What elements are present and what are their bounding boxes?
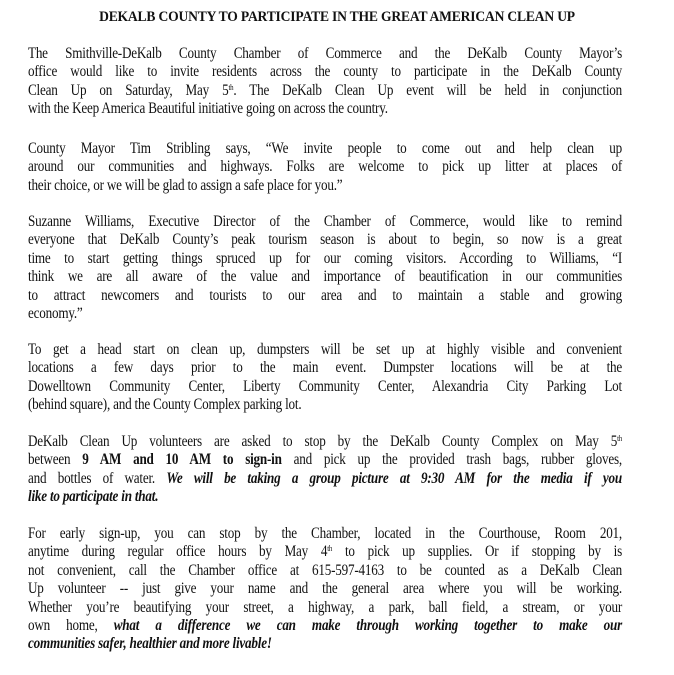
ordinal-suffix: th	[617, 434, 623, 443]
text-line: Whether you’re beautifying your street, a highway, a park, ball field, a stream, or your	[28, 598, 622, 616]
text-line: everyone that DeKalb County’s peak tourism season is about to begin, so now is a great	[28, 231, 623, 249]
signin-time-emphasis: 9 AM and 10 AM to sign-in	[82, 451, 282, 469]
text-line: Suzanne Williams, Executive Director of the Chamber of Commerce, would like to remind	[28, 213, 623, 230]
document-title: DEKALB COUNTY TO PARTICIPATE IN THE GREAT AMERICAN CLEAN UP	[99, 9, 575, 25]
text-line: to attract newcomers and tourists to our area and to maintain a stable and growing	[28, 286, 623, 304]
text-line: County Mayor Tim Stribling says, “We invite people to come out and help clean up	[28, 140, 622, 157]
text-line: The Smithville-DeKalb County Chamber of Commerce and the DeKalb County Mayor’s	[28, 45, 622, 62]
text-line: around our communities and highways. Folks are welcome to pick up litter at places of	[28, 158, 622, 176]
text-run: . The DeKalb Clean Up event will be held in conjunction	[233, 81, 622, 99]
text-line: time to start getting things spruced up for our coming visitors. According to Williams, “I	[28, 249, 623, 267]
text-run: DeKalb Clean Up volunteers are asked to stop by the DeKalb County Complex on May 5	[28, 433, 618, 450]
text-run: own home,	[28, 617, 114, 635]
text-line	[28, 82, 622, 100]
text-line: think we are all aware of the value and importance of beautification in our communities	[28, 268, 622, 286]
text-line: with the Keep America Beautiful initiative going on across the country.	[28, 100, 388, 118]
text-line: their choice, or we will be glad to assign a safe place for you.”	[28, 176, 343, 194]
paragraph-intro	[28, 45, 622, 119]
paragraph-mayor-quote	[28, 140, 622, 195]
ordinal-suffix: th	[228, 82, 234, 92]
text-line: Up volunteer -- just give your name and the general area where you will be working.	[28, 580, 622, 598]
text-line: not convenient, call the Chamber office at 615-597-4163 to be counted as a DeKalb Clean	[28, 561, 622, 579]
text-run: Clean Up on Saturday, May 5	[28, 81, 229, 99]
text-line: economy.”	[28, 305, 83, 323]
paragraph-early-signup	[28, 525, 622, 654]
paragraph-chamber-director	[28, 213, 622, 323]
text-line	[28, 617, 622, 635]
closing-emphasis: what a difference we can make through working together to make our	[113, 617, 622, 635]
text-line	[28, 433, 622, 451]
paragraph-dumpsters	[28, 341, 622, 415]
text-run: to pick up supplies. Or if stopping by is	[332, 543, 622, 561]
text-run: and pick up the provided trash bags, rubber gloves,	[281, 451, 623, 469]
paragraph-volunteer-signin	[28, 433, 622, 507]
text-line: For early sign-up, you can stop by the Chamber, located in the Courthouse, Room 201,	[28, 525, 623, 542]
text-run: and bottles of water.	[28, 469, 167, 487]
text-line	[28, 488, 622, 506]
text-line: To get a head start on clean up, dumpsters will be set up at highly visible and convenient	[28, 341, 623, 358]
text-line	[28, 470, 622, 488]
group-picture-emphasis: We will be taking a group picture at 9:30 AM for the media if you	[166, 469, 623, 487]
text-line: (behind square), and the County Complex parking lot.	[28, 396, 302, 414]
closing-emphasis: communities safer, healthier and more livable!	[28, 635, 272, 653]
text-line	[28, 543, 622, 561]
text-line	[28, 451, 622, 469]
group-picture-emphasis: like to participate in that.	[28, 488, 159, 506]
ordinal-suffix: th	[327, 544, 333, 554]
text-line: Dowelltown Community Center, Liberty Community Center, Alexandria City Parking Lot	[28, 377, 622, 395]
text-run: between	[28, 451, 83, 469]
text-line: locations a few days prior to the main event. Dumpster locations will be at the	[28, 359, 623, 377]
text-line	[28, 635, 622, 653]
text-line: office would like to invite residents across the county to participate in the DeKalb County	[28, 63, 623, 81]
text-run: anytime during regular office hours by May 4	[28, 543, 328, 561]
